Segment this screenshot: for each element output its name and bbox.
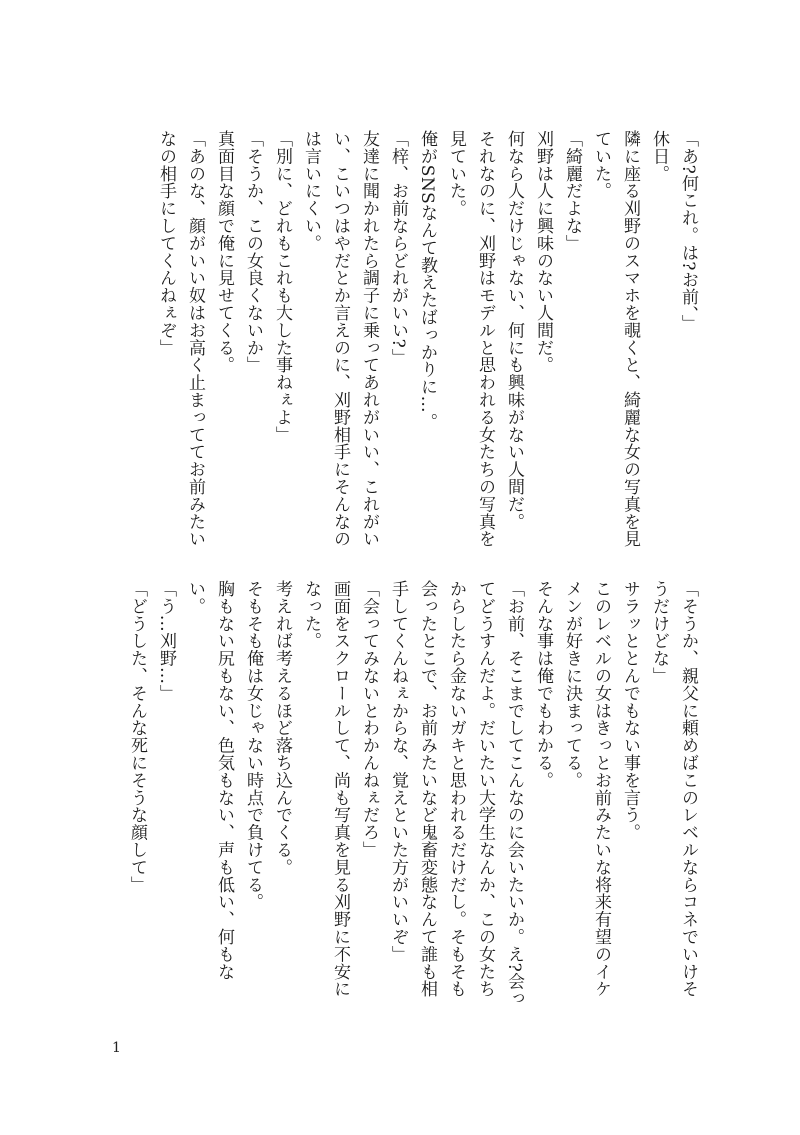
text-line: そもそも俺は女じゃない時点で負けてる。 [243, 580, 263, 911]
text-line: 画面をスクロールして、尚も写真を見る刈野に不安になった。 [301, 580, 350, 998]
text-line: 休日。 [649, 130, 669, 183]
text-line: そんな事は俺でもわかる。 [533, 580, 553, 789]
text-line: 俺がSNSなんて教えたばっかりに…。 [417, 130, 437, 431]
text-line: 友達に聞かれたら調子に乗ってあれがいい、これがいい、こいつはやだとか言えのに、刈野相手にそんなのは言いにくい。 [301, 130, 379, 548]
text-line: 「どうした、そんな死にそうな顔して」 [127, 580, 147, 894]
text-line: 胸もない尻もない、色気もない、声も低い、何もない。 [185, 580, 234, 981]
text-line: 何なら人だけじゃない、何にも興味がない人間だ。 [504, 130, 524, 531]
text-line: このレベルの女はきっとお前みたいな将来有望のイケメンが好きに決まってる。 [562, 580, 611, 998]
text-line: 「会ってみないとわかんねぇだろ」 [359, 580, 379, 859]
text-line: 「そうか、この女良くないか」 [243, 130, 263, 374]
text-line: 隣に座る刈野のスマホを覗くと、綺麗な女の写真を見ていた。 [591, 130, 640, 548]
text-line: 「別に、どれもこれも大した事ねぇよ」 [272, 130, 292, 444]
page-number: 1 [112, 1040, 121, 1056]
text-line: 刈野は人に興味のない人間だ。 [533, 130, 553, 374]
text-line: 「お前、そこまでしてこんなのに会いたいか。え?会ってどうすんだよ。だいたい大学生なんか、この女たちからしたら金ないガキと思われるだけだし。そもそも会ったとこで、お前みたいなど鬼畜変態なんて誰も相手してくんねぇからな、覚えといた方がいいぞ」 [388, 580, 524, 1008]
text-line: 「あ?何これ。は?お前、」 [678, 130, 698, 332]
text-line: 真面目な顔で俺に見せてくる。 [214, 130, 234, 374]
lower-text-block [127, 580, 702, 1010]
text-line: サラッととんでもない事を言う。 [620, 580, 640, 841]
text-line: 「う…刈野…」 [156, 580, 176, 702]
upper-text-block [142, 130, 702, 550]
text-line: 「そうか、親父に頼めばこのレベルならコネでいけそうだけどな」 [649, 580, 698, 998]
text-line: 「梓、お前ならどれがいい?」 [388, 130, 408, 366]
text-line: 考えれば考えるほど落ち込んでくる。 [272, 580, 292, 876]
text-line: 「綺麗だよな」 [562, 130, 582, 252]
text-line: それなのに、刈野はモデルと思われる女たちの写真を見ていた。 [446, 130, 495, 548]
text-line: 「あのな、顔がいい奴はお高く止まっててお前みたいなの相手にしてくんねぇぞ」 [156, 130, 205, 548]
